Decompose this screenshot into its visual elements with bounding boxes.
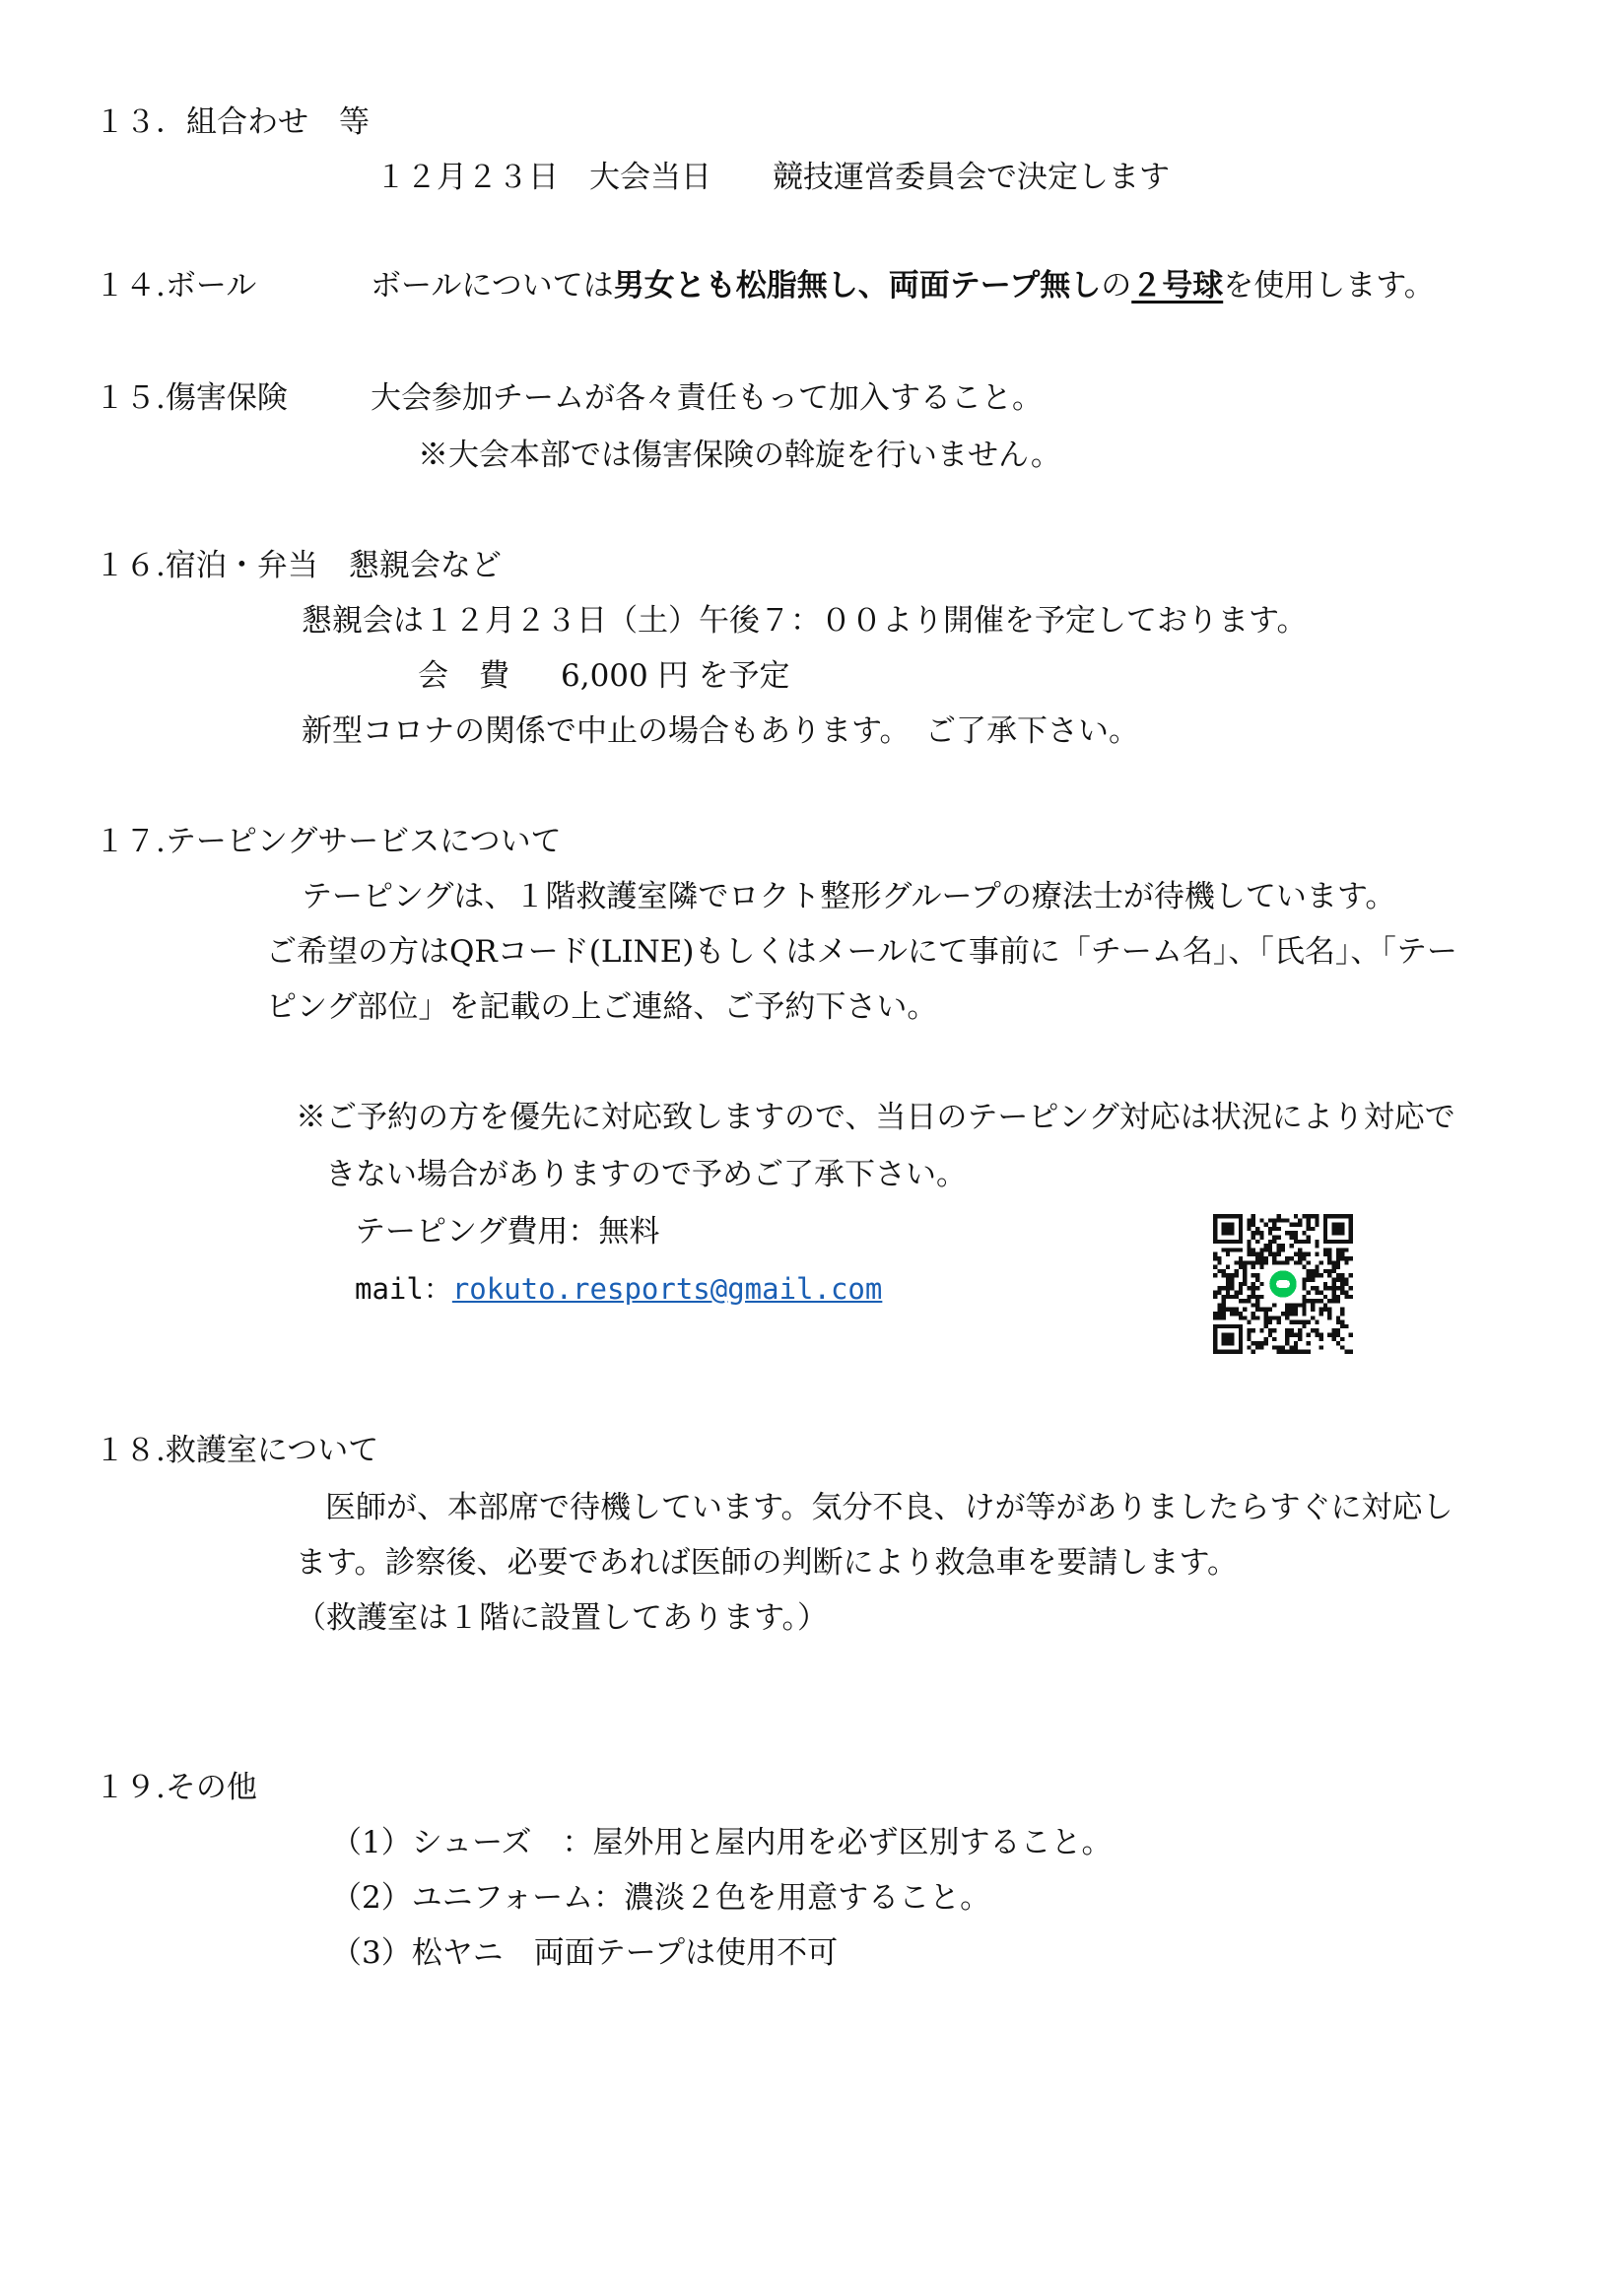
section-17-line1: テーピングは、１階救護室隣でロクト整形グループの療法士が待機しています。 [302,879,1396,914]
section-17-note1: ※ご予約の方を優先に対応致しますので、当日のテーピング対応は状況により対応で [296,1100,1455,1135]
section-13-heading: １３．組合わせ 等 [95,104,370,140]
taping-cost: テーピング費用：無料 [355,1214,660,1249]
section-14-heading: １４.ボール [95,268,257,304]
section-17-line2: ご希望の方はQRコード(LINE)もしくはメールにて事前に「チーム名」、「氏名」、「テー [266,934,1457,970]
qr-finder-bottom-left [1213,1324,1243,1354]
mail-label: mail： [355,1272,452,1306]
section-19-heading: １９.その他 [95,1770,257,1805]
ball-text-c: を使用します。 [1223,268,1435,304]
section-16-line1: 懇親会は１２月２３日（土）午後７：００より開催を予定しております。 [302,603,1308,639]
line-qr-code-icon[interactable] [1213,1214,1353,1354]
other-item-uniform: （2）ユニフォーム：濃淡２色を用意すること。 [331,1880,991,1916]
section-15-note: ※大会本部では傷害保険の斡旋を行いません。 [418,438,1061,473]
section-18-line2: ます。診察後、必要であれば医師の判断により救急車を要請します。 [296,1545,1239,1581]
other-item-resin: （3）松ヤニ 両面テープは使用不可 [331,1935,839,1971]
section-13-line: １２月２３日 大会当日 競技運営委員会で決定します [375,160,1170,195]
section-14-text [371,266,1435,305]
ball-text-a: ボールについては [371,268,614,304]
mail-line [355,1269,882,1309]
qr-finder-top-right [1323,1214,1353,1244]
section-17-note2: きない場合がありますので予めご了承下さい。 [325,1157,967,1192]
section-15-heading: １５.傷害保険 [95,380,288,416]
ball-bold-a: 男女とも松脂無し、両面テープ無し [613,268,1102,304]
section-16-heading: １６.宿泊・弁当 懇親会など [95,548,502,583]
section-18-heading: １８.救護室について [95,1433,379,1468]
line-logo-icon [1268,1269,1298,1299]
other-item-shoes: （1）シューズ ：屋外用と屋内用を必ず区別すること。 [331,1825,1113,1860]
section-16-fee [418,656,789,696]
mail-link[interactable]: rokuto.resports@gmail.com [451,1272,883,1306]
section-18-line3: （救護室は１階に設置してあります。） [296,1600,829,1636]
section-18-line1: 医師が、本部席で待機しています。気分不良、けが等がありましたらすぐに対応し [325,1490,1454,1525]
qr-finder-top-left [1213,1214,1243,1244]
section-17-heading: １７.テーピングサービスについて [95,824,562,859]
fee-value: 6,000 円 を予定 [561,658,790,694]
fee-label: 会 費 [418,658,509,694]
section-16-line3: 新型コロナの関係で中止の場合もあります。 ご了承下さい。 [302,713,1140,749]
ball-text-b: の [1101,268,1132,304]
section-15-line1: 大会参加チームが各々責任もって加入すること。 [371,380,1043,416]
section-17-line3: ピング部位」を記載の上ご連絡、ご予約下さい。 [266,989,938,1025]
ball-size: ２号球 [1131,268,1224,304]
